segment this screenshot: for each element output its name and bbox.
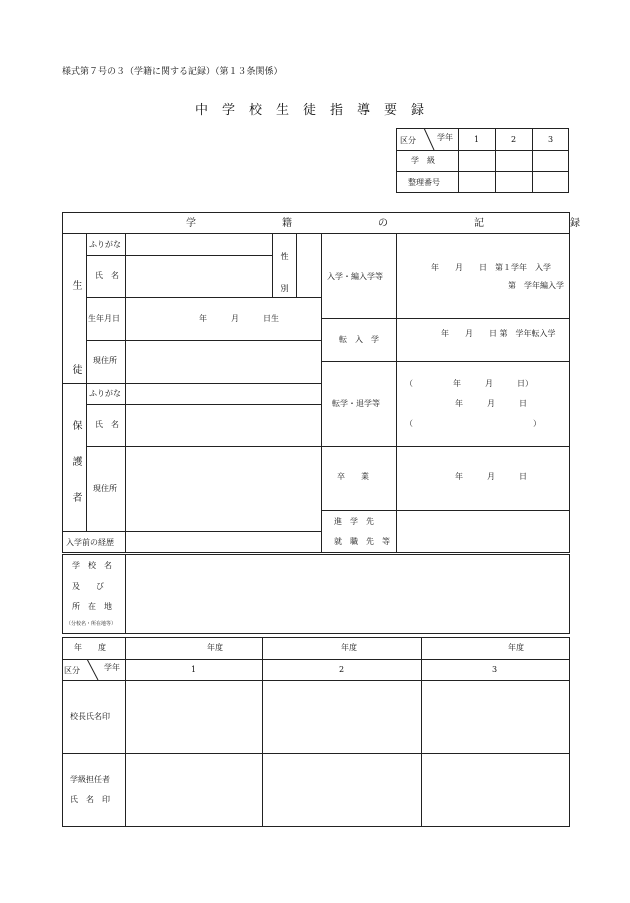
record-title: 学 籍 の 記 録 [186, 218, 618, 229]
student-side-label: 生 徒 [70, 280, 81, 406]
guardian-name-field[interactable] [126, 405, 321, 446]
grade-3: 3 [492, 665, 498, 674]
grade-3: 3 [548, 135, 554, 144]
grade-1: 1 [191, 665, 197, 674]
principal-seal-field-1[interactable] [126, 681, 262, 753]
transfer-in-label: 転 入 学 [339, 335, 379, 344]
student-name-label: 氏 名 [95, 271, 119, 280]
grade-1: 1 [474, 135, 480, 144]
principal-seal-field-3[interactable] [422, 681, 570, 753]
form-number: 様式第７号の３（学籍に関する記録）（第１３条関係） [62, 67, 283, 77]
transfer-in-line1: 年 月 日 第 学年転入学 [441, 329, 556, 338]
kubun-label: 区分 [400, 136, 416, 145]
guardian-furigana-label: ふりがな [89, 389, 121, 398]
school-note: （分校名・所在地等） [66, 621, 117, 627]
student-name-field[interactable] [126, 256, 272, 297]
birthdate-label: 生年月日 [88, 314, 120, 323]
guardian-address-field[interactable] [126, 447, 321, 531]
student-address-field[interactable] [126, 341, 321, 383]
school-name-label-2: 及 び [72, 582, 104, 591]
number-cell-3[interactable] [533, 172, 569, 192]
nendo-1: 年度 [207, 643, 223, 652]
transfer-out-line3: （ ） [405, 419, 541, 428]
page-title: 中学校生徒指導要録 [195, 103, 439, 118]
gakunen-label: 学年 [104, 663, 120, 672]
school-name-field[interactable] [126, 555, 570, 633]
kubun-label: 区分 [64, 666, 80, 675]
nendo-label: 年 度 [74, 643, 106, 652]
transfer-out-label: 転学・退学等 [332, 399, 380, 408]
teacher-seal-field-1[interactable] [126, 754, 262, 827]
school-name-label-3: 所 在 地 [72, 602, 112, 611]
admission-line1: 年 月 日 第１学年 入学 [431, 263, 551, 272]
destination-label-1: 進 学 先 [334, 517, 374, 526]
transfer-out-line2: 年 月 日 [455, 399, 527, 408]
admission-label: 入学・編入学等 [327, 272, 383, 281]
guardian-side-label: 保 護 者 [70, 420, 81, 510]
prior-history-label: 入学前の経歴 [66, 538, 114, 547]
admission-line2: 第 学年編入学 [508, 281, 564, 290]
guardian-furigana-field[interactable] [126, 384, 321, 404]
destination-label-2: 就 職 先 等 [334, 537, 390, 546]
class-cell-3[interactable] [533, 151, 569, 171]
guardian-address-label: 現住所 [93, 484, 117, 493]
grade-2: 2 [339, 665, 345, 674]
teacher-label-2: 氏 名 印 [70, 795, 110, 804]
graduation-line1: 年 月 日 [455, 472, 527, 481]
principal-label: 校長氏名印 [70, 712, 110, 721]
nendo-3: 年度 [508, 643, 524, 652]
sex-field[interactable] [297, 234, 321, 297]
graduation-label: 卒 業 [337, 472, 369, 481]
guardian-name-label: 氏 名 [95, 420, 119, 429]
school-name-label-1: 学 校 名 [72, 561, 112, 570]
sex-label: 性 別 [280, 252, 289, 300]
destination-field[interactable] [397, 511, 570, 553]
birthdate-format: 年 月 日生 [199, 314, 279, 323]
class-cell-1[interactable] [459, 151, 495, 171]
teacher-seal-field-3[interactable] [422, 754, 570, 827]
gakunen-label: 学年 [437, 133, 453, 142]
number-cell-2[interactable] [496, 172, 532, 192]
class-cell-2[interactable] [496, 151, 532, 171]
prior-history-field[interactable] [126, 532, 321, 552]
teacher-label-1: 学級担任者 [70, 775, 110, 784]
student-furigana-field[interactable] [126, 234, 272, 255]
teacher-seal-field-2[interactable] [263, 754, 421, 827]
transfer-out-line1: （ 年 月 日） [405, 379, 533, 388]
grade-2: 2 [511, 135, 517, 144]
principal-seal-field-2[interactable] [263, 681, 421, 753]
number-row-label: 整理番号 [408, 178, 440, 187]
student-address-label: 現住所 [93, 356, 117, 365]
student-furigana-label: ふりがな [89, 240, 121, 249]
class-row-label: 学 級 [411, 156, 435, 165]
number-cell-1[interactable] [459, 172, 495, 192]
nendo-2: 年度 [341, 643, 357, 652]
